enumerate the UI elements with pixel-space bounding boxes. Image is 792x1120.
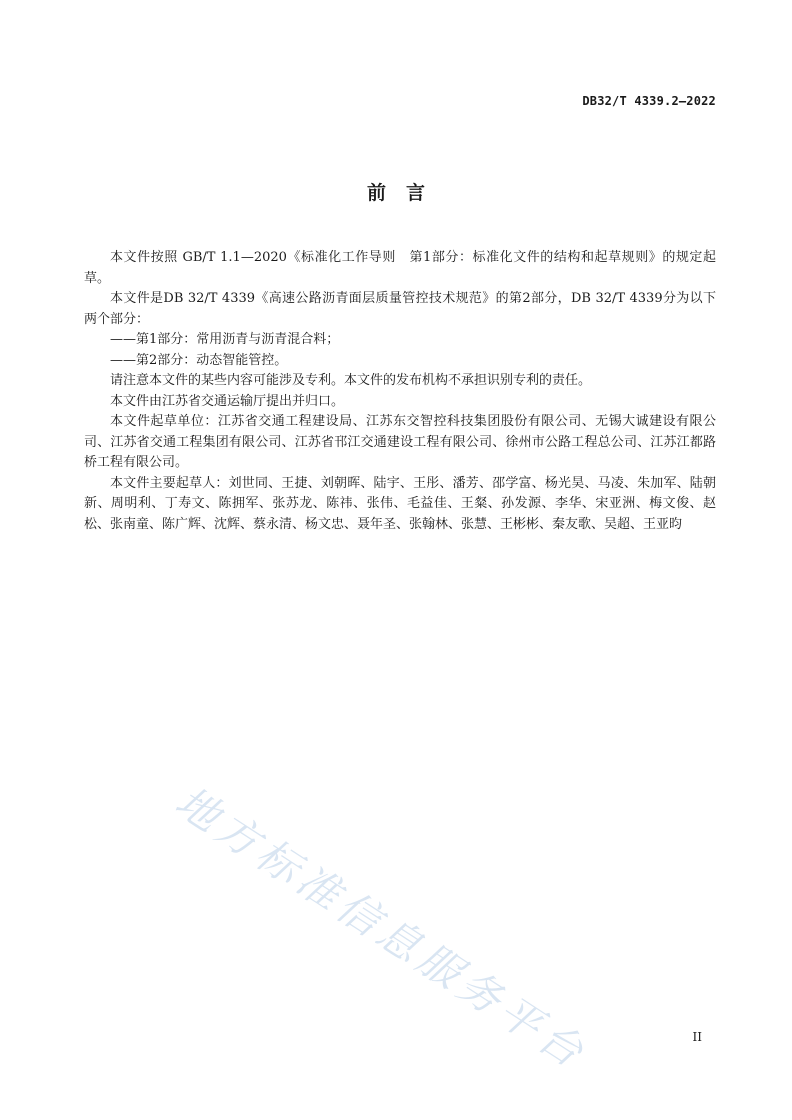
page-title: 前言 — [366, 182, 445, 204]
watermark: 地方标准信息服务平台 — [166, 776, 597, 1080]
paragraph-drafters: 本文件主要起草人：刘世同、王捷、刘朝晖、陆宇、王彤、潘芳、邵学富、杨光昊、马凌、朱加军、陆朝新、周明利、丁寿文、陈拥军、张苏龙、陈祎、张伟、毛益佳、王粲、孙发源、李华、宋亚洲、梅文俊、赵松、张南童、陈广辉、沈辉、蔡永清、杨文忠、聂年圣、张翰林、张慧、王彬彬、秦友歌、吴超、王亚昀 — [84, 475, 716, 532]
foreword-body — [84, 248, 716, 535]
list-item-part-1: ——第1部分：常用沥青与沥青混合料； — [110, 332, 340, 347]
paragraph-proposer: 本文件由江苏省交通运输厅提出并归口。 — [110, 393, 345, 409]
paragraph-part-description: 本文件是DB 32/T 4339《高速公路沥青面层质量管控技术规范》的第2部分，DB 32/T 4339分为以下两个部分： — [84, 291, 716, 327]
document-code: DB32/T 4339.2—2022 — [582, 94, 716, 108]
page-number: II — [692, 1030, 702, 1044]
paragraph-drafting-rules: 本文件按照 GB/T 1.1—2020《标准化工作导则 第1部分：标准化文件的结构和起草规则》的规定起草。 — [84, 250, 716, 286]
paragraph-patent-notice: 请注意本文件的某些内容可能涉及专利。本文件的发布机构不承担识别专利的责任。 — [110, 373, 592, 388]
list-item-part-2: ——第2部分：动态智能管控。 — [110, 352, 288, 368]
paragraph-drafting-units: 本文件起草单位：江苏省交通工程建设局、江苏东交智控科技集团股份有限公司、无锡大诚建设有限公司、江苏省交通工程集团有限公司、江苏省邗江交通建设工程有限公司、徐州市公路工程总公司、江苏江都路桥工程有限公司。 — [84, 414, 716, 470]
